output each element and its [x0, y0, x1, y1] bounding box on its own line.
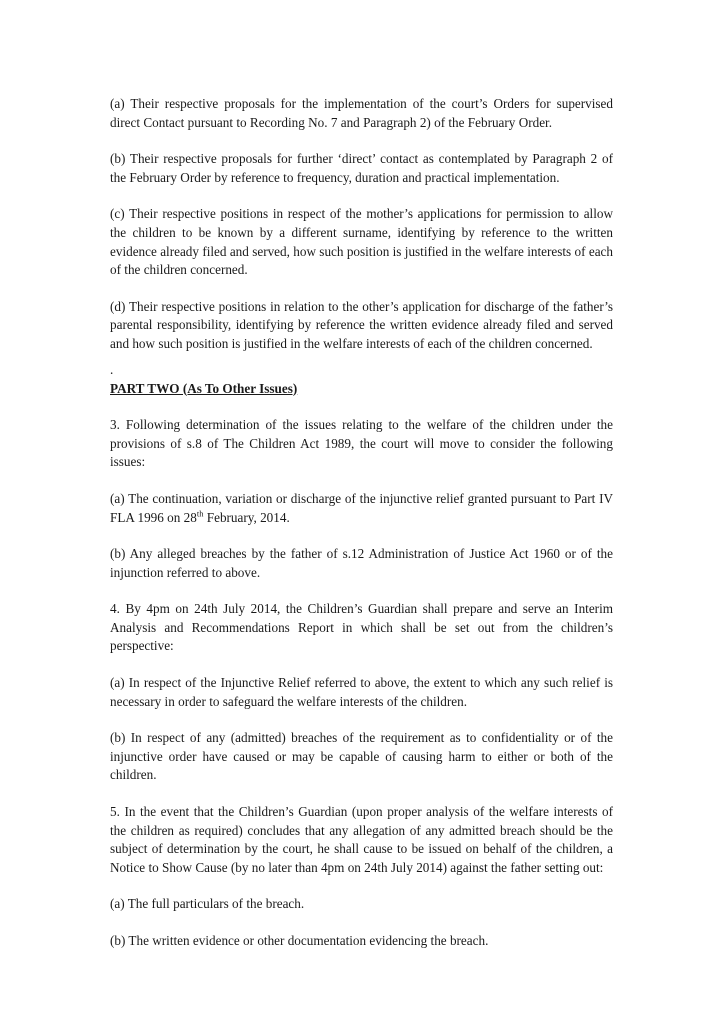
stray-dot: .: [110, 361, 114, 377]
ordinal-suffix: th: [196, 508, 204, 519]
paragraph-3a-text-end: February, 2014.: [203, 509, 290, 525]
paragraph-4b: (b) In respect of any (admitted) breaches of the requirement as to confidentiality or of the injunctive order have caused or may be capable of causing harm to either or both of the children.: [110, 730, 613, 783]
paragraph-3a: [110, 490, 613, 527]
paragraph-3b: (b) Any alleged breaches by the father of s.12 Administration of Justice Act 1960 or of the injunction referred to above.: [110, 546, 613, 580]
paragraph-3: 3. Following determination of the issues relating to the welfare of the children under the provisions of s.8 of The Children Act 1989, the court will move to consider the following issues:: [110, 417, 613, 470]
paragraph-b-direct-contact: (b) Their respective proposals for further ‘direct’ contact as contemplated by Paragraph 2 of the February Order by reference to frequency, duration and practical implementation.: [110, 151, 613, 185]
paragraph-5a: (a) The full particulars of the breach.: [110, 896, 305, 912]
paragraph-a-contact-proposals: (a) Their respective proposals for the implementation of the court’s Orders for supervised direct Contact pursuant to Recording No. 7 and Paragraph 2) of the February Order.: [110, 96, 613, 130]
document-page: [110, 95, 613, 969]
paragraph-d-parental-responsibility: (d) Their respective positions in relation to the other’s application for discharge of the father’s parental responsibility, identifying by reference the written evidence already filed and served and how such position is justified in the welfare interests of each of the children concerned.: [110, 298, 613, 351]
paragraph-4: 4. By 4pm on 24th July 2014, the Children’s Guardian shall prepare and serve an Interim Analysis and Recommendations Report in which shall be set out from the children’s perspective:: [110, 601, 613, 654]
paragraph-4a: (a) In respect of the Injunctive Relief referred to above, the extent to which any such relief is necessary in order to safeguard the welfare interests of the children.: [110, 675, 613, 709]
paragraph-3a-text: (a) The continuation, variation or discharge of the injunctive relief granted pursuant to Part IV FLA 1996 on 28: [110, 490, 613, 525]
part-two-heading: PART TWO (As To Other Issues): [110, 380, 298, 396]
paragraph-c-surname: (c) Their respective positions in respect of the mother’s applications for permission to allow the children to be known by a different surname, identifying by reference to the written evidence already filed and served, how such position is justified in the welfare interests of each of the children concerned.: [110, 206, 613, 278]
paragraph-5b: (b) The written evidence or other documentation evidencing the breach.: [110, 933, 489, 948]
paragraph-5: 5. In the event that the Children’s Guardian (upon proper analysis of the welfare interests of the children as required) concludes that any allegation of any admitted breach should be the subject of determination by the court, he shall cause to be issued on behalf of the children, a Notice to Show Cause (by no later than 4pm on 24th July 2014) against the father setting out:: [110, 804, 613, 875]
